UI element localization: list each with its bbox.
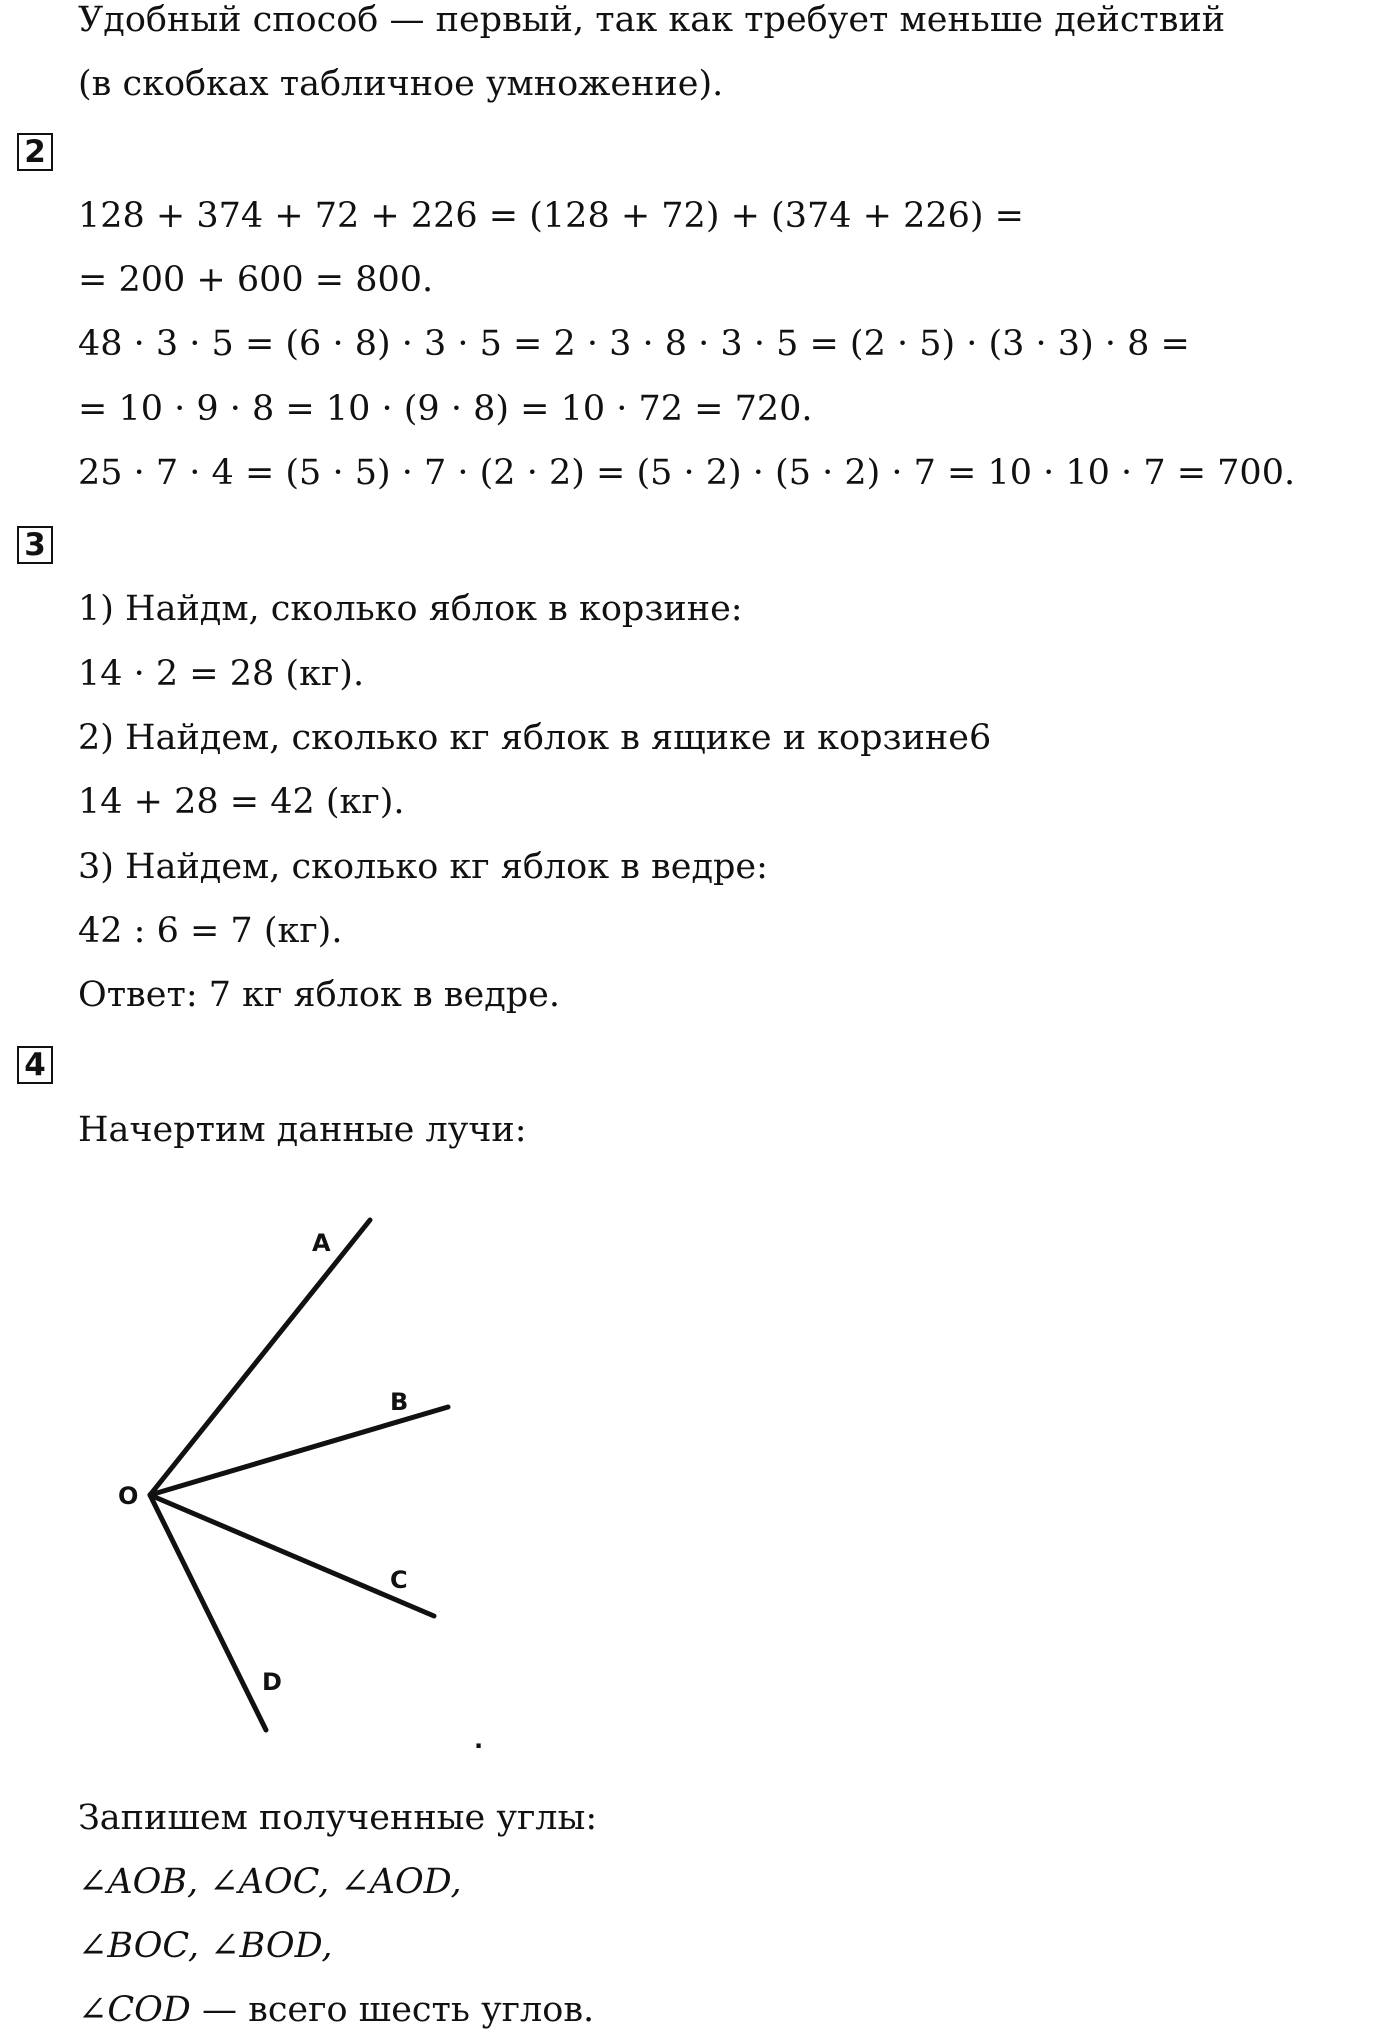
label-o: O: [118, 1482, 139, 1510]
angles-line-3: [78, 1990, 594, 2030]
task-number-4: 4: [17, 1046, 53, 1084]
label-b: B: [390, 1388, 409, 1416]
ray-od: [150, 1495, 266, 1730]
task4-intro: Начертим данные лучи:: [78, 1110, 527, 1150]
task-number-3: 3: [17, 526, 53, 564]
intro-line-2: (в скобках табличное умножение).: [78, 64, 724, 104]
ray-ob: [150, 1407, 448, 1495]
label-a: A: [312, 1229, 331, 1257]
task2-line-2: = 200 + 600 = 800.: [78, 260, 434, 300]
task3-line-4: 14 + 28 = 42 (кг).: [78, 782, 405, 822]
task2-line-1: 128 + 374 + 72 + 226 = (128 + 72) + (374 + 226) =: [78, 196, 1025, 236]
ray-oc: [150, 1495, 434, 1616]
angles-line-1: ∠AOB, ∠AOC, ∠AOD,: [78, 1862, 462, 1902]
task3-answer: Ответ: 7 кг яблок в ведре.: [78, 975, 560, 1015]
angles-line-2: ∠BOC, ∠BOD,: [78, 1926, 333, 1966]
angles-heading: Запишем полученные углы:: [78, 1798, 598, 1838]
label-c: C: [390, 1566, 408, 1594]
angles-total-text: — всего шесть углов.: [190, 1990, 595, 2030]
task3-line-5: 3) Найдем, сколько кг яблок в ведре:: [78, 847, 768, 887]
task2-line-4: = 10 · 9 · 8 = 10 · (9 · 8) = 10 · 72 = 720.: [78, 389, 813, 429]
task2-line-3: 48 · 3 · 5 = (6 · 8) · 3 · 5 = 2 · 3 · 8 · 3 · 5 = (2 · 5) · (3 · 3) · 8 =: [78, 324, 1190, 364]
task3-line-1: 1) Найдм, сколько яблок в корзине:: [78, 589, 743, 629]
rays-diagram: [100, 1200, 520, 1760]
angle-cod: ∠COD: [78, 1990, 191, 2030]
task2-line-5: 25 · 7 · 4 = (5 · 5) · 7 · (2 · 2) = (5 · 2) · (5 · 2) · 7 = 10 · 10 · 7 = 700.: [78, 453, 1296, 493]
task3-line-2: 14 · 2 = 28 (кг).: [78, 654, 365, 694]
label-d: D: [262, 1668, 282, 1696]
stray-dot: .: [474, 1726, 484, 1754]
task3-line-6: 42 : 6 = 7 (кг).: [78, 911, 343, 951]
intro-line-1: Удобный способ — первый, так как требует меньше действий: [78, 0, 1226, 40]
task-number-2: 2: [17, 133, 53, 171]
ray-oa: [150, 1220, 370, 1495]
task3-line-3: 2) Найдем, сколько кг яблок в ящике и корзине6: [78, 718, 992, 758]
